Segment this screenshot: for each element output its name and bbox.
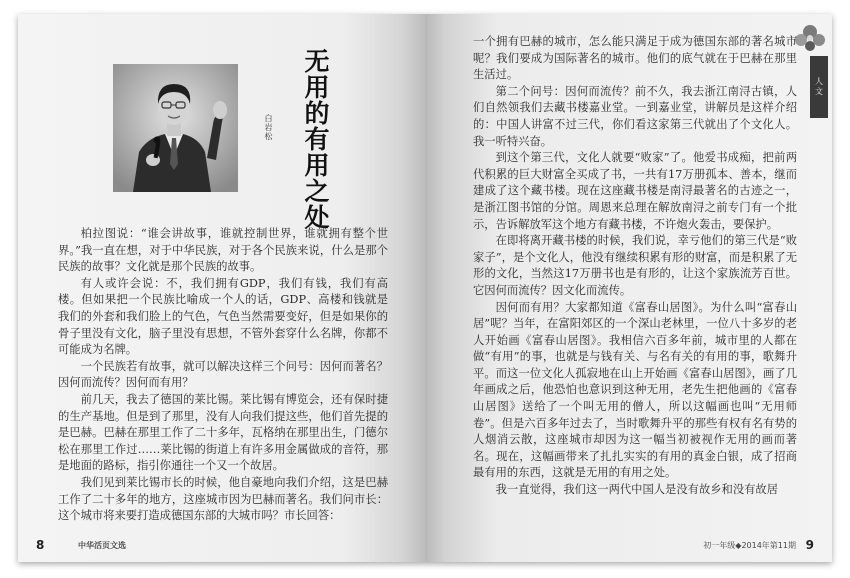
author-photo [113, 64, 238, 192]
magazine-spread [18, 14, 832, 562]
magazine-name: 中华活页文选 [78, 540, 126, 550]
left-page-body [58, 226, 388, 525]
issue-info: 初一年级◆2014年第11期 [703, 541, 796, 550]
paragraph: 一个拥有巴赫的城市，怎么能只满足于成为德国东部的著名城市呢？我们要成为国际著名的城市。他们的底气就在于巴赫在那里生活过。 [473, 35, 797, 82]
article-title: 无用的有用之处 [301, 48, 330, 230]
paragraph: 前几天，我去了德国的莱比锡。莱比锡有博览会，还有保时捷的生产基地。但是到了那里，没有人向我们提这些，他们首先提的是巴赫。巴赫在那里工作了二十多年，瓦格纳在那里出生，门德尔松在那里工作过……莱比锡的街道上有许多用金属做成的音符，那是地面的路标，指引你通往一个又一个故居。 [58, 392, 388, 473]
paragraph: 一个民族若有故事，就可以解决这样三个问号：因何而著名？因何而流传？因何而有用？ [58, 359, 388, 390]
page-number-right: 9 [805, 538, 814, 552]
right-page [425, 14, 832, 562]
right-page-body [473, 34, 797, 499]
paragraph: 在即将离开藏书楼的时候，我们说，幸亏他们的第三代是“败家子”，是个文化人，他没有继续积累有形的财富，而是积累了无形的文化，当然这17万册书也是有形的，让这个家族流芳百世。它因何而流传？因文化而流传。 [473, 234, 797, 297]
paragraph: 到这个第三代，文化人就要“败家”了。他爱书成痴，把前两代积累的巨大财富全买成了书，一共有17万册孤本、善本，继而建成了这个藏书楼。现在这座藏书楼是南浔最著名的古迹之一，是浙江图书馆的分馆。周恩来总理在解放南浔之前专门有一个批示，告诉解放军这个地方有藏书楼，不许炮火轰击，要保护。 [473, 151, 797, 231]
paragraph: 有人或许会说：不，我们拥有GDP，我们有钱，我们有高楼。但如果把一个民族比喻成一个人的话，GDP、高楼和钱就是我们的外套和我们脸上的气色，气色当然需要变好，但是如果你的骨子里没有文化，脑子里没有思想，不管外套穿什么名牌，你都不可能成为名牌。 [58, 276, 388, 357]
paragraph: 我们见到莱比锡市长的时候，他自豪地向我们介绍，这是巴赫工作了二十多年的地方，这座城市因为巴赫而著名。我们问市长：这个城市将来要打造成德国东部的大城市吗？市长回答： [58, 475, 388, 523]
paragraph: 第二个问号：因何而流传？前不久，我去浙江南浔古镇，人们自然领我们去藏书楼嘉业堂。一到嘉业堂，讲解员是这样介绍的：中国人讲富不过三代，你们看这家第三代就出了个文化人。我一听特兴奋。 [473, 84, 797, 148]
paragraph: 柏拉图说：“谁会讲故事，谁就控制世界，谁就拥有整个世界。”我一直在想，对于中华民族，对于各个民族来说，什么是那个民族的故事？文化就是那个民族的故事。 [58, 227, 388, 274]
column-tab: 人文 [810, 56, 828, 118]
paragraph: 因何而有用？大家都知道《富春山居图》。为什么叫“富春山居”呢？当年，在富阳郊区的一个深山老林里，一位八十多岁的老人开始画《富春山居图》。我相信六百多年前，城市里的人都在做“有用”的事，也就是与钱有关、与名有关的有用的事，歌舞升平。而这一位文化人孤寂地在山上开始画《富春山居图》，画了几年画成之后，他恐怕也意识到这种无用，老先生把他画的《富春山居图》送给了一个叫无用的僧人，所以这幅画也叫“无用师卷”。但是六百多年过去了，当时歌舞升平的那些有权有名有势的人烟消云散，这座城市却因为这一幅当初被视作无用的画而著名。现在，这幅画带来了扎扎实实的有用的真金白银，成了招商最有用的东西，这就是无用的有用之处。 [473, 300, 797, 480]
left-page [18, 14, 425, 562]
speaker-illustration [113, 64, 238, 192]
paragraph: 我一直觉得，我们这一两代中国人是没有故乡和没有故居 [495, 483, 779, 497]
article-author: 白岩松 [264, 114, 273, 141]
page-number-left: 8 [36, 538, 45, 552]
